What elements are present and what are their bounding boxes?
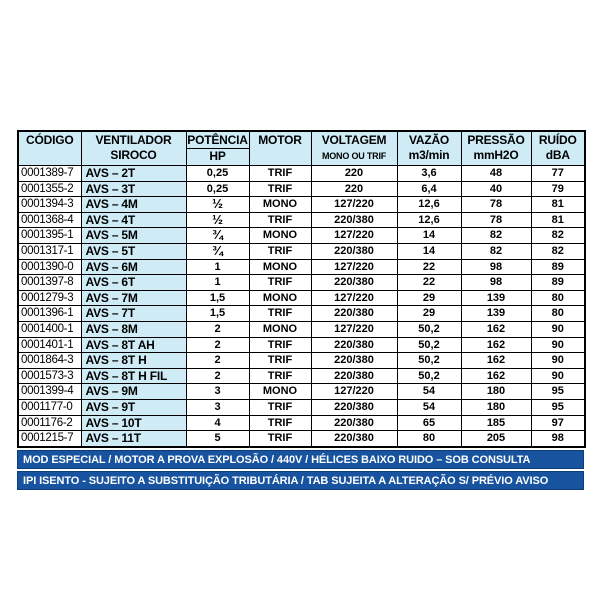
cell-voltagem: 127/220 (311, 197, 397, 213)
cell-codigo: 0001390-0 (18, 259, 81, 275)
cell-pressao: 139 (461, 290, 531, 306)
cell-motor: TRIF (249, 337, 311, 353)
header-ventilador-label: VENTILADOR (95, 133, 172, 147)
cell-pressao: 162 (461, 337, 531, 353)
cell-potencia: 0,25 (186, 166, 249, 182)
cell-potencia: 1 (186, 275, 249, 291)
cell-pressao: 40 (461, 181, 531, 197)
cell-codigo: 0001368-4 (18, 212, 81, 228)
table-row (18, 353, 585, 369)
cell-motor: TRIF (249, 212, 311, 228)
cell-ruido: 82 (531, 228, 585, 244)
table-row (18, 197, 585, 213)
cell-codigo: 0001176-2 (18, 415, 81, 431)
cell-ventilador: AVS – 8T H FIL (81, 368, 186, 384)
header-ventilador-sub: SIROCO (110, 148, 157, 162)
cell-vazao: 3,6 (397, 166, 461, 182)
table-row (18, 306, 585, 322)
cell-vazao: 12,6 (397, 197, 461, 213)
cell-codigo: 0001317-1 (18, 243, 81, 259)
cell-pressao: 98 (461, 259, 531, 275)
cell-pressao: 180 (461, 384, 531, 400)
table-row (18, 321, 585, 337)
cell-vazao: 50,2 (397, 353, 461, 369)
table-row (18, 431, 585, 447)
cell-potencia: 1,5 (186, 290, 249, 306)
header-motor-label: MOTOR (258, 133, 302, 147)
cell-codigo: 0001389-7 (18, 166, 81, 182)
cell-pressao: 162 (461, 368, 531, 384)
cell-ventilador: AVS – 9M (81, 384, 186, 400)
cell-ventilador: AVS – 4T (81, 212, 186, 228)
header-codigo-sub (19, 148, 81, 163)
header-potencia-sub: HP (209, 149, 226, 163)
header-ruido (531, 131, 585, 166)
cell-ventilador: AVS – 7T (81, 306, 186, 322)
cell-ruido: 77 (531, 166, 585, 182)
cell-voltagem: 220 (311, 181, 397, 197)
cell-pressao: 180 (461, 399, 531, 415)
cell-potencia: 3 (186, 384, 249, 400)
cell-ventilador: AVS – 4M (81, 197, 186, 213)
cell-voltagem: 127/220 (311, 384, 397, 400)
cell-potencia: 0,25 (186, 181, 249, 197)
header-vazao-sub: m3/min (408, 148, 450, 162)
cell-codigo: 0001395-1 (18, 228, 81, 244)
cell-ventilador: AVS – 10T (81, 415, 186, 431)
cell-potencia: 1,5 (186, 306, 249, 322)
notice-banner-special-models: MOD ESPECIAL / MOTOR A PROVA EXPLOSÃO / 440V / HÉLICES BAIXO RUIDO – SOB CONSULTA (17, 450, 584, 469)
cell-motor: MONO (249, 384, 311, 400)
cell-ruido: 97 (531, 415, 585, 431)
cell-ruido: 90 (531, 368, 585, 384)
cell-potencia: 4 (186, 415, 249, 431)
cell-motor: TRIF (249, 166, 311, 182)
cell-voltagem: 220/380 (311, 399, 397, 415)
cell-codigo: 0001279-3 (18, 290, 81, 306)
cell-voltagem: 220/380 (311, 353, 397, 369)
cell-motor: TRIF (249, 306, 311, 322)
cell-vazao: 54 (397, 399, 461, 415)
cell-voltagem: 220/380 (311, 306, 397, 322)
cell-potencia: ½ (186, 197, 249, 213)
cell-voltagem: 220/380 (311, 431, 397, 447)
table-row (18, 399, 585, 415)
header-potencia (186, 131, 249, 166)
header-motor-sub (250, 148, 311, 163)
cell-codigo: 0001573-3 (18, 368, 81, 384)
cell-ventilador: AVS – 2T (81, 166, 186, 182)
cell-vazao: 29 (397, 306, 461, 322)
cell-ruido: 80 (531, 290, 585, 306)
cell-codigo: 0001397-8 (18, 275, 81, 291)
cell-ventilador: AVS – 3T (81, 181, 186, 197)
header-codigo (18, 131, 81, 166)
cell-pressao: 98 (461, 275, 531, 291)
cell-ruido: 90 (531, 321, 585, 337)
cell-potencia: 2 (186, 368, 249, 384)
cell-voltagem: 220/380 (311, 368, 397, 384)
cell-ruido: 81 (531, 212, 585, 228)
cell-ruido: 90 (531, 337, 585, 353)
cell-ruido: 89 (531, 259, 585, 275)
cell-ventilador: AVS – 6M (81, 259, 186, 275)
header-voltagem-label: VOLTAGEM (321, 133, 387, 147)
table-row (18, 212, 585, 228)
spec-sheet (17, 130, 584, 490)
cell-codigo: 0001399-4 (18, 384, 81, 400)
cell-ruido: 81 (531, 197, 585, 213)
table-row (18, 166, 585, 182)
cell-potencia: 2 (186, 353, 249, 369)
header-vazao-label: VAZÃO (408, 133, 450, 147)
cell-voltagem: 220/380 (311, 337, 397, 353)
cell-vazao: 50,2 (397, 337, 461, 353)
table-row (18, 181, 585, 197)
cell-potencia: ½ (186, 212, 249, 228)
cell-codigo: 0001401-1 (18, 337, 81, 353)
cell-ventilador: AVS – 6T (81, 275, 186, 291)
cell-voltagem: 127/220 (311, 290, 397, 306)
cell-potencia: 5 (186, 431, 249, 447)
cell-motor: MONO (249, 228, 311, 244)
header-pressao-label: PRESSÃO (467, 133, 525, 147)
header-ruido-sub: dBA (545, 148, 570, 162)
cell-codigo: 0001394-3 (18, 197, 81, 213)
cell-vazao: 65 (397, 415, 461, 431)
cell-ruido: 79 (531, 181, 585, 197)
cell-codigo: 0001215-7 (18, 431, 81, 447)
cell-ventilador: AVS – 5T (81, 243, 186, 259)
cell-potencia: ¾ (186, 243, 249, 259)
cell-codigo: 0001355-2 (18, 181, 81, 197)
cell-motor: TRIF (249, 431, 311, 447)
cell-codigo: 0001177-0 (18, 399, 81, 415)
cell-pressao: 78 (461, 212, 531, 228)
cell-motor: TRIF (249, 243, 311, 259)
table-row (18, 290, 585, 306)
cell-ventilador: AVS – 5M (81, 228, 186, 244)
table-row (18, 384, 585, 400)
cell-vazao: 50,2 (397, 368, 461, 384)
cell-pressao: 78 (461, 197, 531, 213)
cell-voltagem: 127/220 (311, 259, 397, 275)
cell-pressao: 162 (461, 321, 531, 337)
cell-ventilador: AVS – 9T (81, 399, 186, 415)
table-row (18, 415, 585, 431)
cell-ventilador: AVS – 11T (81, 431, 186, 447)
spec-table (17, 130, 586, 448)
cell-potencia: 3 (186, 399, 249, 415)
cell-motor: MONO (249, 259, 311, 275)
table-row (18, 228, 585, 244)
cell-vazao: 14 (397, 228, 461, 244)
cell-ventilador: AVS – 8T AH (81, 337, 186, 353)
cell-vazao: 14 (397, 243, 461, 259)
cell-voltagem: 220/380 (311, 275, 397, 291)
cell-motor: TRIF (249, 181, 311, 197)
header-pressao-sub: mmH2O (473, 148, 519, 162)
cell-vazao: 22 (397, 259, 461, 275)
cell-ruido: 95 (531, 384, 585, 400)
cell-pressao: 162 (461, 353, 531, 369)
cell-pressao: 82 (461, 228, 531, 244)
cell-potencia: 2 (186, 337, 249, 353)
cell-potencia: ¾ (186, 228, 249, 244)
cell-vazao: 50,2 (397, 321, 461, 337)
cell-motor: MONO (249, 321, 311, 337)
table-row (18, 259, 585, 275)
cell-potencia: 1 (186, 259, 249, 275)
cell-voltagem: 220/380 (311, 243, 397, 259)
cell-pressao: 82 (461, 243, 531, 259)
cell-ruido: 90 (531, 353, 585, 369)
header-voltagem-sub: MONO OU TRIF (321, 151, 387, 161)
header-ventilador (81, 131, 186, 166)
cell-potencia: 2 (186, 321, 249, 337)
cell-motor: MONO (249, 290, 311, 306)
cell-motor: TRIF (249, 353, 311, 369)
cell-pressao: 48 (461, 166, 531, 182)
header-codigo-label: CÓDIGO (26, 133, 74, 147)
header-potencia-label: POTÊNCIA (187, 133, 248, 147)
cell-ruido: 95 (531, 399, 585, 415)
header-motor (249, 131, 311, 166)
cell-codigo: 0001864-3 (18, 353, 81, 369)
cell-ventilador: AVS – 7M (81, 290, 186, 306)
table-row (18, 368, 585, 384)
cell-motor: TRIF (249, 275, 311, 291)
cell-vazao: 29 (397, 290, 461, 306)
table-body (18, 166, 585, 447)
table-row (18, 243, 585, 259)
cell-ruido: 82 (531, 243, 585, 259)
cell-ruido: 98 (531, 431, 585, 447)
cell-vazao: 80 (397, 431, 461, 447)
header-pressao (461, 131, 531, 166)
cell-codigo: 0001396-1 (18, 306, 81, 322)
cell-motor: TRIF (249, 399, 311, 415)
cell-voltagem: 220/380 (311, 415, 397, 431)
cell-vazao: 22 (397, 275, 461, 291)
header-vazao (397, 131, 461, 166)
cell-pressao: 185 (461, 415, 531, 431)
cell-motor: MONO (249, 197, 311, 213)
cell-pressao: 139 (461, 306, 531, 322)
table-row (18, 275, 585, 291)
cell-motor: TRIF (249, 368, 311, 384)
cell-codigo: 0001400-1 (18, 321, 81, 337)
cell-ventilador: AVS – 8M (81, 321, 186, 337)
cell-ruido: 80 (531, 306, 585, 322)
cell-ventilador: AVS – 8T H (81, 353, 186, 369)
table-header (18, 131, 585, 166)
notice-banner-tax-disclaimer: IPI ISENTO - SUJEITO A SUBSTITUIÇÃO TRIBUTÁRIA / TAB SUJEITA A ALTERAÇÃO S/ PRÉVIO AVISO (17, 471, 584, 490)
cell-vazao: 54 (397, 384, 461, 400)
cell-voltagem: 127/220 (311, 321, 397, 337)
cell-ruido: 89 (531, 275, 585, 291)
cell-voltagem: 220/380 (311, 212, 397, 228)
cell-pressao: 205 (461, 431, 531, 447)
header-ruido-label: RUÍDO (538, 133, 577, 147)
header-row (18, 131, 585, 166)
cell-vazao: 6,4 (397, 181, 461, 197)
cell-voltagem: 127/220 (311, 228, 397, 244)
cell-voltagem: 220 (311, 166, 397, 182)
table-row (18, 337, 585, 353)
cell-motor: TRIF (249, 415, 311, 431)
header-voltagem (311, 131, 397, 166)
cell-vazao: 12,6 (397, 212, 461, 228)
